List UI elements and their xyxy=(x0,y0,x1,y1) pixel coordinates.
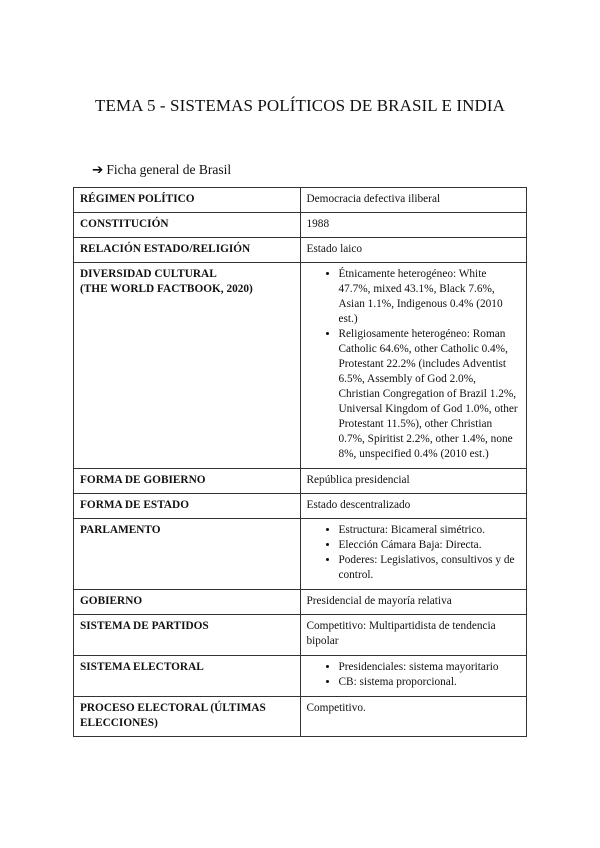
row-value xyxy=(300,519,527,590)
list-item: • Estructura: Bicameral simétrico. xyxy=(339,523,521,538)
table-row-diversidad xyxy=(74,263,527,469)
table-row-proceso-electoral xyxy=(74,697,527,737)
table-row-forma-estado xyxy=(74,494,527,519)
row-label: FORMA DE GOBIERNO xyxy=(74,469,301,494)
table-row-parlamento xyxy=(74,519,527,590)
row-label: FORMA DE ESTADO xyxy=(74,494,301,519)
list-item: • Étnicamente heterogéneo: White 47.7%, mixed 43.1%, Black 7.6%, Asian 1.1%, Indigenous 0.4% (2010 est.) xyxy=(339,267,521,327)
row-label: PROCESO ELECTORAL (ÚLTIMAS ELECCIONES) xyxy=(74,697,301,737)
table-row-gobierno xyxy=(74,590,527,615)
list-item: • Religiosamente heterogéneo: Roman Catholic 64.6%, other Catholic 0.4%, Protestant 22.2% (includes Adventist 6.5%, Assembly of God 2.0%, Christian Congregation of Brazil 1.2%, Universal Kingdom of God 1.0%, other Protestant 11.5%), other Christian 0.7%, Spiritist 2.2%, other 1.4%, none 8%, unspecified 0.4% (2010 est.) xyxy=(339,327,521,462)
row-value: 1988 xyxy=(300,213,527,238)
row-label: PARLAMENTO xyxy=(74,519,301,590)
row-label: RELACIÓN ESTADO/RELIGIÓN xyxy=(74,238,301,263)
section-subtitle xyxy=(92,161,231,179)
row-value: Competitivo. xyxy=(300,697,527,737)
row-label: GOBIERNO xyxy=(74,590,301,615)
row-value: Presidencial de mayoría relativa xyxy=(300,590,527,615)
list-item: • Presidenciales: sistema mayoritario xyxy=(339,660,521,675)
table-row-constitucion xyxy=(74,213,527,238)
row-label: SISTEMA DE PARTIDOS xyxy=(74,615,301,656)
row-label xyxy=(74,263,301,469)
fact-sheet-table xyxy=(73,187,527,737)
table-row-relacion-religion xyxy=(74,238,527,263)
arrow-right-icon: ➔ xyxy=(92,162,104,177)
row-value: Estado descentralizado xyxy=(300,494,527,519)
row-value: Democracia defectiva iliberal xyxy=(300,188,527,213)
row-label: CONSTITUCIÓN xyxy=(74,213,301,238)
subtitle-text: Ficha general de Brasil xyxy=(106,162,232,177)
list-item: • CB: sistema proporcional. xyxy=(339,675,521,690)
row-value: República presidencial xyxy=(300,469,527,494)
row-label: RÉGIMEN POLÍTICO xyxy=(74,188,301,213)
row-value xyxy=(300,656,527,697)
row-value: Competitivo: Multipartidista de tendencia bipolar xyxy=(300,615,527,656)
row-label-line: DIVERSIDAD CULTURAL xyxy=(80,268,217,280)
row-value: Estado laico xyxy=(300,238,527,263)
row-value xyxy=(300,263,527,469)
table-row-sistema-electoral xyxy=(74,656,527,697)
table-row-forma-gobierno xyxy=(74,469,527,494)
bullet-list xyxy=(307,660,521,690)
bullet-list xyxy=(307,267,521,462)
row-label-line: (THE WORLD FACTBOOK, 2020) xyxy=(80,283,253,295)
document-title: TEMA 5 - SISTEMAS POLÍTICOS DE BRASIL E INDIA xyxy=(95,96,505,115)
table-row-regimen xyxy=(74,188,527,213)
list-item: • Poderes: Legislativos, consultivos y de control. xyxy=(339,553,521,583)
bullet-list xyxy=(307,523,521,583)
table-row-sistema-partidos xyxy=(74,615,527,656)
list-item: • Elección Cámara Baja: Directa. xyxy=(339,538,521,553)
row-label: SISTEMA ELECTORAL xyxy=(74,656,301,697)
